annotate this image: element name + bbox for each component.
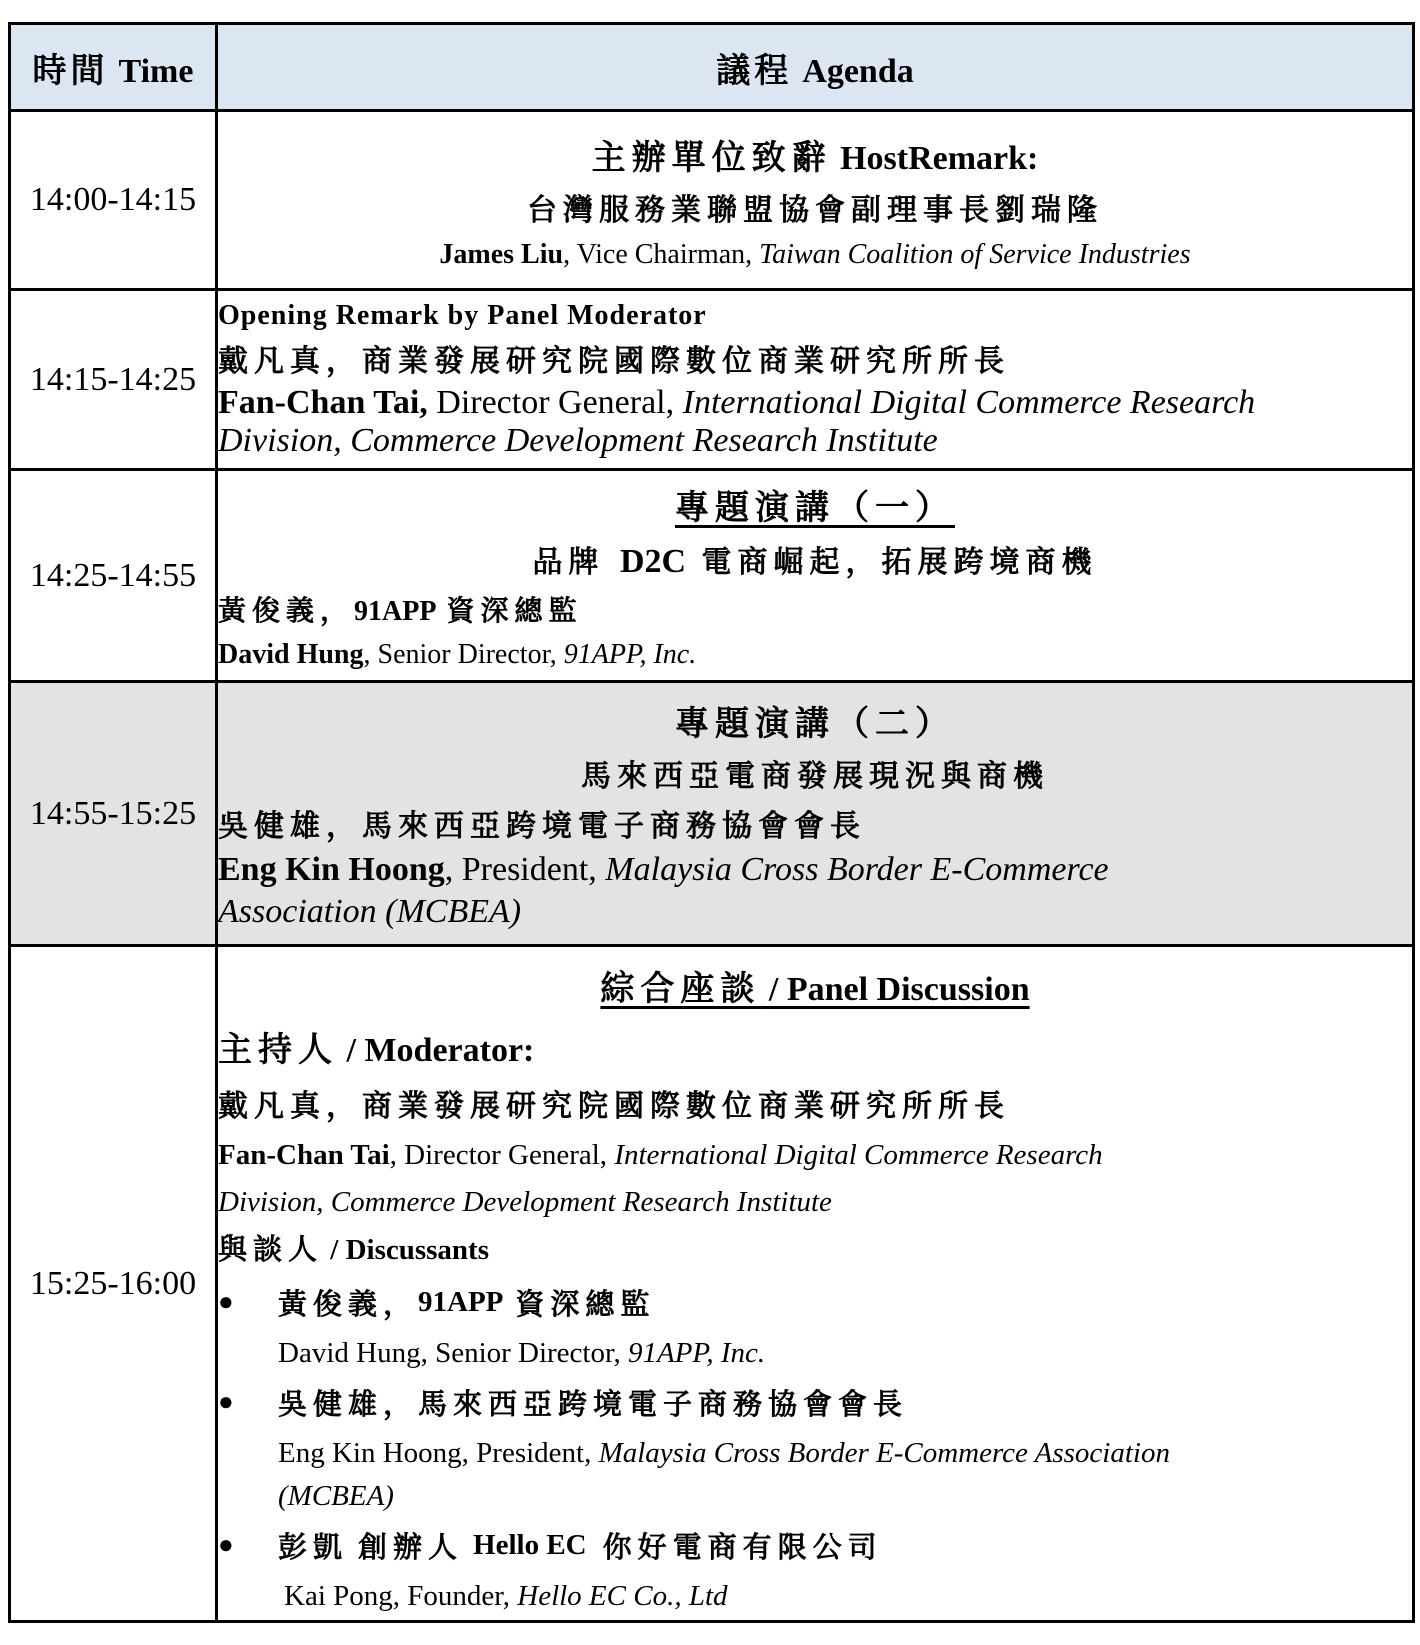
speaker-name: James Liu [439,238,564,270]
discussant-cjk-c: Hello EC [473,1528,587,1561]
discussant-name-role: Kai Pong, Founder, [284,1579,518,1612]
speaker-role: , President, [444,851,606,888]
discussant-en [218,1580,1412,1613]
topic-part-c: 電商崛起，拓展跨境商機 [701,546,1098,579]
table-row [10,470,1414,682]
header-row [10,24,1414,111]
discussants-label-en: / Discussants [323,1233,490,1266]
discussant-cjk-b: 創辦人 [358,1531,464,1564]
bullet-icon: ● [218,1287,234,1316]
speaker-org-cont: Division, Commerce Development Research Institute [218,421,938,459]
table-row [10,682,1414,946]
speaker-cjk [218,589,1412,629]
discussant-name-role: David Hung, Senior Director, [278,1336,628,1369]
speaker-org: 91APP, Inc. [563,639,697,670]
speaker-en [218,239,1412,271]
speaker-name: David Hung [218,639,364,670]
agenda-item [217,946,1414,1622]
time-slot: 14:55-15:25 [10,682,217,946]
agenda-item [217,111,1414,290]
discussant-en [218,1437,1412,1470]
discussant-cjk-b: 91APP [418,1285,504,1318]
discussant-org: 91APP, Inc. [627,1336,766,1369]
moderator-name: Fan-Chan Tai [218,1138,390,1171]
session-title: 專題演講（二） [675,706,955,743]
session-title [218,961,1412,1010]
moderator-org: International Digital Commerce Research [614,1138,1103,1171]
discussant-cjk-c: 資深總監 [515,1288,656,1321]
speaker-role: Director General, [427,383,683,421]
speaker-name: Eng Kin Hoong [218,851,445,888]
time-header-en: Time [118,52,194,90]
session-topic: 馬來西亞電商發展現況與商機 [581,760,1049,793]
session-title [218,130,1412,179]
agenda-header-en: Agenda [802,52,914,90]
session-title: Opening Remark by Panel Moderator [218,299,707,331]
moderator-en [218,1139,1412,1172]
discussant-item [218,1382,1412,1423]
speaker-en [218,384,1412,422]
discussants-label-cjk: 與談人 [218,1233,324,1266]
speaker-cjk-c: 資深總監 [446,596,583,627]
discussant-org: Malaysia Cross Border E-Commerce Association [598,1436,1170,1469]
discussant-item [218,1525,1412,1566]
speaker-org-cont: Association (MCBEA) [218,893,522,930]
moderator-label [218,1022,1412,1071]
agenda-item [217,470,1414,682]
speaker-en [218,639,1412,671]
discussant-cjk-a: 黃俊義， [278,1288,419,1321]
time-slot: 15:25-16:00 [10,946,217,1622]
speaker-role: , Vice Chairman, [563,238,760,270]
bullet-icon: ● [218,1530,234,1559]
speaker-cjk-a: 黃俊義， [218,596,355,627]
agenda-table [8,22,1415,1623]
discussant-cjk: 吳健雄，馬來西亞跨境電子商務協會會長 [278,1388,909,1421]
discussant-org: Hello EC Co., Ltd [517,1579,728,1612]
speaker-cjk: 吳健雄，馬來西亞跨境電子商務協會會長 [218,810,866,843]
time-slot: 14:25-14:55 [10,470,217,682]
time-column-header [10,24,217,111]
discussant-item [218,1282,1412,1323]
discussants-label [218,1227,1412,1268]
speaker-org: Malaysia Cross Border E-Commerce [605,851,1109,888]
speaker-cjk: 台灣服務業聯盟協會副理事長劉瑞隆 [527,193,1103,227]
table-row [10,290,1414,470]
bullet-icon: ● [218,1387,234,1416]
topic-part-a: 品牌 [532,546,605,579]
session-title-text [600,971,1029,1008]
table-row [10,946,1414,1622]
session-title-cjk: 綜合座談 [600,970,761,1008]
session-topic [218,537,1412,581]
discussant-en [218,1337,1412,1370]
table-row [10,111,1414,290]
speaker-en [218,851,1412,889]
session-title-en: HostRemark: [840,139,1039,177]
agenda-item [217,682,1414,946]
time-slot: 14:15-14:25 [10,290,217,470]
moderator-org-cont: Division, Commerce Development Research Institute [218,1185,832,1218]
session-title [218,480,1412,529]
session-title-en: / Panel Discussion [760,970,1030,1008]
speaker-cjk: 戴凡真，商業發展研究院國際數位商業研究所所長 [218,344,1010,378]
agenda-column-header [217,24,1414,111]
discussant-cjk-a: 彭凱 [278,1531,349,1564]
agenda-item [217,290,1414,470]
session-title-text: 專題演講（一） [675,490,955,527]
speaker-name: Fan-Chan Tai, [218,383,428,421]
moderator-label-en: / Moderator: [338,1031,535,1069]
speaker-org: Taiwan Coalition of Service Industries [759,238,1191,270]
discussant-cjk-d: 你好電商有限公司 [602,1531,883,1564]
discussant-org-cont: (MCBEA) [278,1479,394,1512]
speaker-cjk-b: 91APP [354,596,437,627]
time-header-cjk: 時間 [32,52,109,90]
time-slot: 14:00-14:15 [10,111,217,290]
session-title-cjk: 主辦單位致辭 [591,139,832,177]
moderator-cjk: 戴凡真，商業發展研究院國際數位商業研究所所長 [218,1089,1010,1123]
topic-part-b: D2C [619,543,687,580]
speaker-role: , Senior Director, [363,639,564,670]
agenda-header-cjk: 議程 [716,52,793,90]
moderator-role: , Director General, [389,1138,615,1171]
moderator-label-cjk: 主持人 [218,1031,338,1069]
speaker-org: International Digital Commerce Research [682,383,1256,421]
discussant-name-role: Eng Kin Hoong, President, [278,1436,599,1469]
